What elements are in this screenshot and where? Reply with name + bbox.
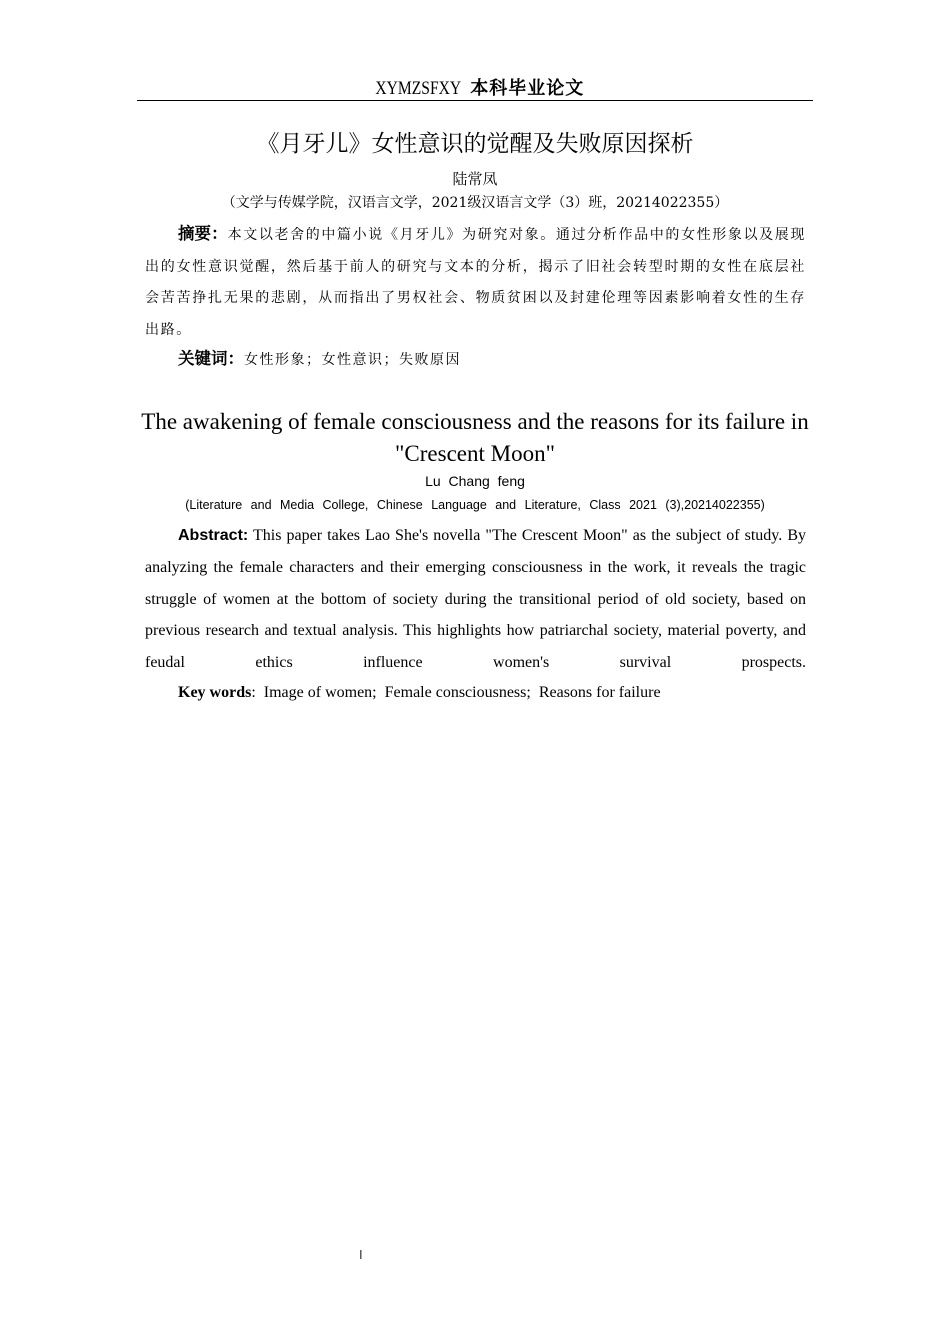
header-school-code: XYMZSFXY [375, 78, 461, 99]
english-author: Lu Chang feng [425, 473, 525, 489]
chinese-title: 《月牙儿》女性意识的觉醒及失败原因探析 [256, 131, 694, 157]
chinese-author: 陆常凤 [452, 170, 498, 188]
chinese-abstract-label: 摘要： [178, 224, 228, 243]
chinese-keywords [178, 345, 461, 369]
running-header [137, 74, 813, 101]
chinese-abstract [145, 218, 806, 347]
chinese-affiliation: （文学与传媒学院，汉语言文学，2021级汉语言文学（3）班，20214022355） [221, 195, 729, 211]
english-abstract [145, 520, 806, 679]
english-affiliation: (Literature and Media College, Chinese Language and Literature, Class 2021 (3),20214022355) [185, 498, 765, 512]
english-abstract-label: Abstract: [178, 527, 249, 544]
english-keywords [178, 684, 661, 702]
english-abstract-text: This paper takes Lao She's novella "The Crescent Moon" as the subject of study. By analyzing the female characters and their emerging consciousness in the work, it reveals the tragic struggle of women at the bottom of society during the transitional period of old society, based on previous research and textual analysis. This highlights how patriarchal society, material poverty, and feudal ethics influence women's survival prospects. [145, 527, 806, 672]
chinese-keywords-label: 关键词： [178, 349, 244, 368]
chinese-abstract-text: 本文以老舍的中篇小说《月牙儿》为研究对象。通过分析作品中的女性形象以及展现出的女性意识觉醒，然后基于前人的研究与文本的分析，揭示了旧社会转型时期的女性在底层社会苦苦挣扎无果的悲剧，从而指出了男权社会、物质贫困以及封建伦理等因素影响着女性的生存出路。 [145, 227, 807, 339]
header-thesis-label: 本科毕业论文 [470, 78, 585, 99]
page-number: I [359, 1247, 363, 1262]
english-title: The awakening of female consciousness and the reasons for its failure in "Crescent Moon" [141, 409, 809, 466]
english-keywords-label: Key words [178, 684, 252, 701]
chinese-keywords-text: 女性形象；女性意识；失败原因 [244, 352, 461, 368]
english-keywords-text: : Image of women; Female consciousness; Reasons for failure [251, 684, 661, 701]
